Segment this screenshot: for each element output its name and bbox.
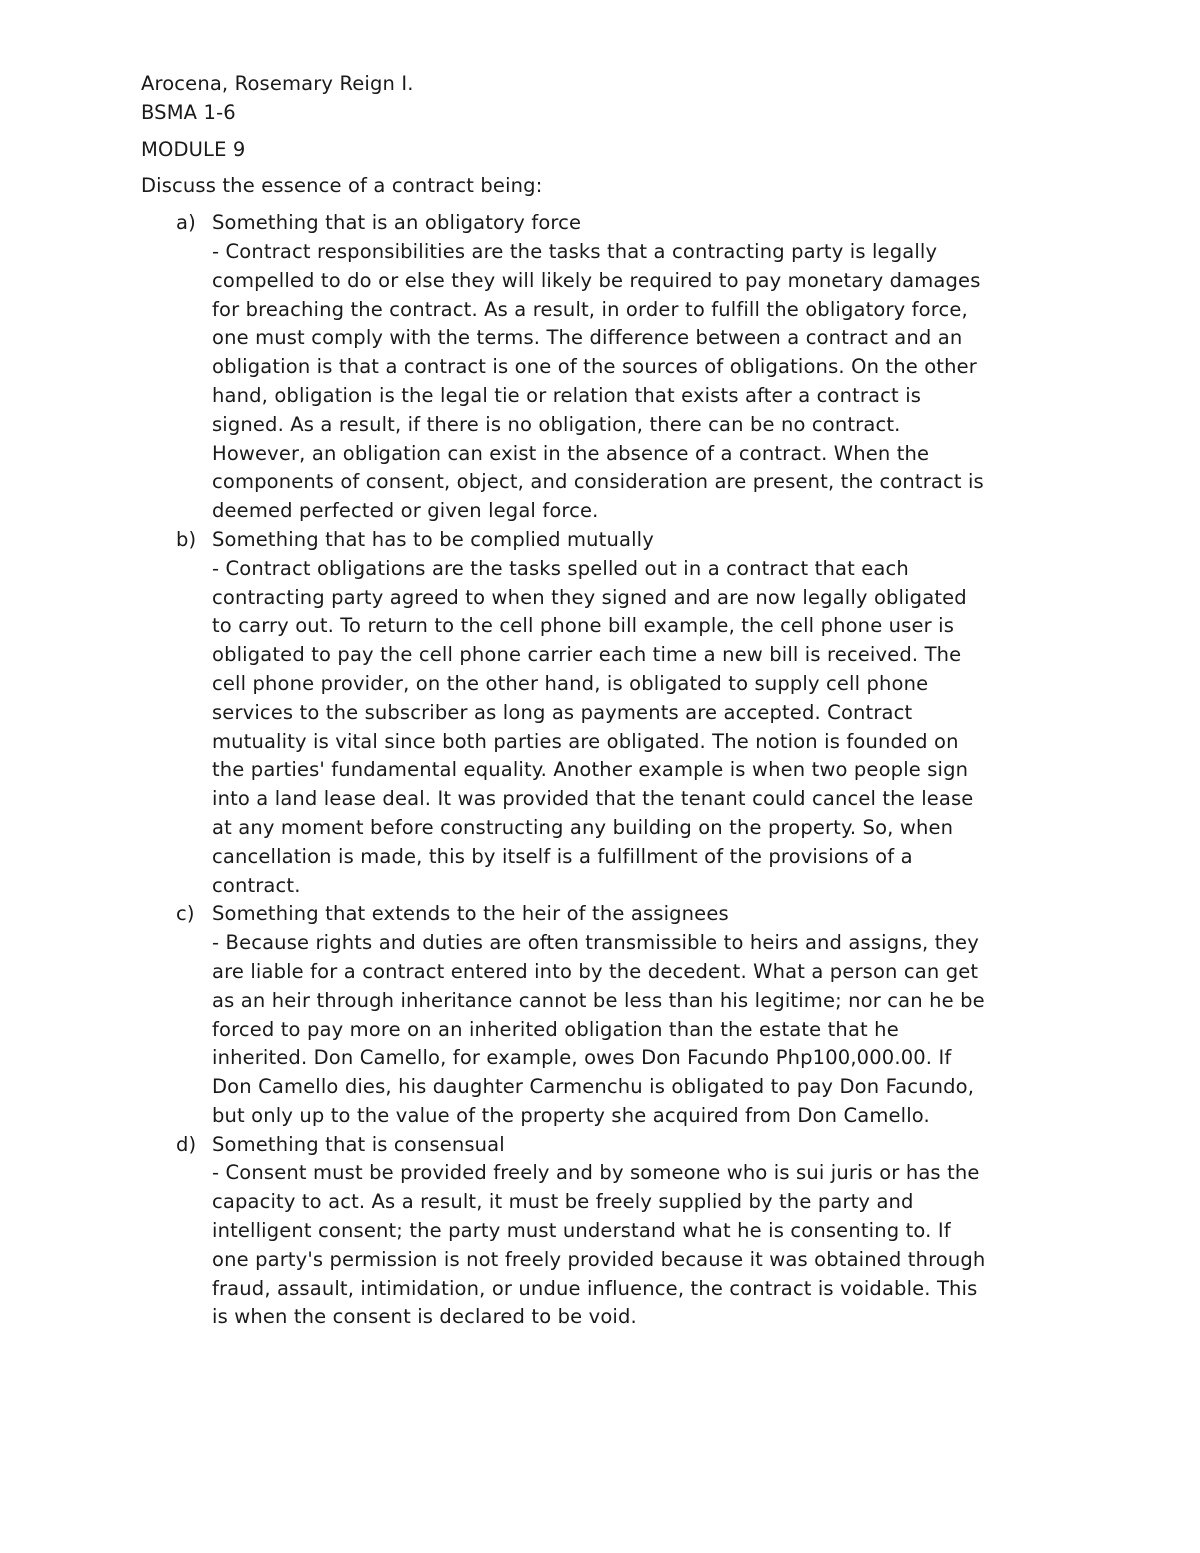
essence-list [141,209,1061,1332]
body-line: one party's permission is not freely provided because it was obtained through [212,1247,986,1271]
item-heading: Something that extends to the heir of the assignees [212,902,729,926]
body-line: are liable for a contract entered into by the decedent. What a person can get [212,959,979,983]
list-item-body [212,1131,1061,1333]
list-item-d [141,1131,1061,1333]
body-line: as an heir through inheritance cannot be less than his legitime; nor can he be [212,988,985,1012]
body-line: - Contract obligations are the tasks spelled out in a contract that each [212,556,909,580]
document-page [141,70,1061,1332]
spacer [141,164,1061,172]
body-line: at any moment before constructing any building on the property. So, when [212,815,954,839]
body-line: but only up to the value of the property she acquired from Don Camello. [212,1103,930,1127]
list-item-a [141,209,1061,526]
discussion-prompt: Discuss the essence of a contract being: [141,174,543,198]
body-line: contracting party agreed to when they signed and are now legally obligated [212,585,967,609]
list-marker: a) [176,211,196,235]
body-line: obligated to pay the cell phone carrier each time a new bill is received. The [212,643,962,667]
body-line: forced to pay more on an inherited obligation than the estate that he [212,1017,899,1041]
body-line: Don Camello dies, his daughter Carmenchu is obligated to pay Don Facundo, [212,1075,975,1099]
list-item-body [212,900,1061,1130]
body-line: - Because rights and duties are often transmissible to heirs and assigns, they [212,931,979,955]
body-line: components of consent, object, and consideration are present, the contract is [212,470,984,494]
body-line: services to the subscriber as long as payments are accepted. Contract [212,700,913,724]
student-section: BSMA 1-6 [141,100,236,124]
body-line: However, an obligation can exist in the absence of a contract. When the [212,441,930,465]
list-item-body [212,209,1061,526]
body-line: capacity to act. As a result, it must be freely supplied by the party and [212,1190,914,1214]
body-line: - Contract responsibilities are the tasks that a contracting party is legally [212,239,938,263]
body-line: for breaching the contract. As a result, in order to fulfill the obligatory force, [212,297,968,321]
body-line: into a land lease deal. It was provided that the tenant could cancel the lease [212,787,974,811]
list-item-c [141,900,1061,1130]
body-line: mutuality is vital since both parties are obligated. The notion is founded on [212,729,959,753]
item-heading: Something that is an obligatory force [212,211,582,235]
spacer [141,128,1061,136]
body-line: the parties' fundamental equality. Another example is when two people sign [212,758,969,782]
body-line: compelled to do or else they will likely be required to pay monetary damages [212,268,981,292]
body-line: - Consent must be provided freely and by someone who is sui juris or has the [212,1161,980,1185]
body-line: one must comply with the terms. The difference between a contract and an [212,326,963,350]
list-marker: b) [176,527,197,551]
student-name: Arocena, Rosemary Reign I. [141,72,414,95]
body-line: signed. As a result, if there is no obligation, there can be no contract. [212,412,901,436]
module-title: MODULE 9 [141,137,246,161]
spacer [141,201,1061,209]
item-heading: Something that has to be complied mutually [212,527,654,551]
list-item-body [212,526,1061,900]
body-line: hand, obligation is the legal tie or relation that exists after a contract is [212,383,922,407]
body-line: deemed perfected or given legal force. [212,499,599,523]
body-line: intelligent consent; the party must understand what he is consenting to. If [212,1219,951,1243]
body-line: fraud, assault, intimidation, or undue influence, the contract is voidable. This [212,1276,978,1300]
body-line: is when the consent is declared to be void. [212,1305,637,1329]
body-line: contract. [212,873,301,897]
list-marker: c) [176,902,195,926]
list-item-b [141,526,1061,900]
body-line: inherited. Don Camello, for example, owes Don Facundo Php100,000.00. If [212,1046,952,1070]
body-line: cancellation is made, this by itself is a fulfillment of the provisions of a [212,844,913,868]
body-line: to carry out. To return to the cell phone bill example, the cell phone user is [212,614,955,638]
body-line: cell phone provider, on the other hand, is obligated to supply cell phone [212,671,929,695]
list-marker: d) [176,1132,197,1156]
body-line: obligation is that a contract is one of the sources of obligations. On the other [212,355,977,379]
item-heading: Something that is consensual [212,1132,505,1156]
